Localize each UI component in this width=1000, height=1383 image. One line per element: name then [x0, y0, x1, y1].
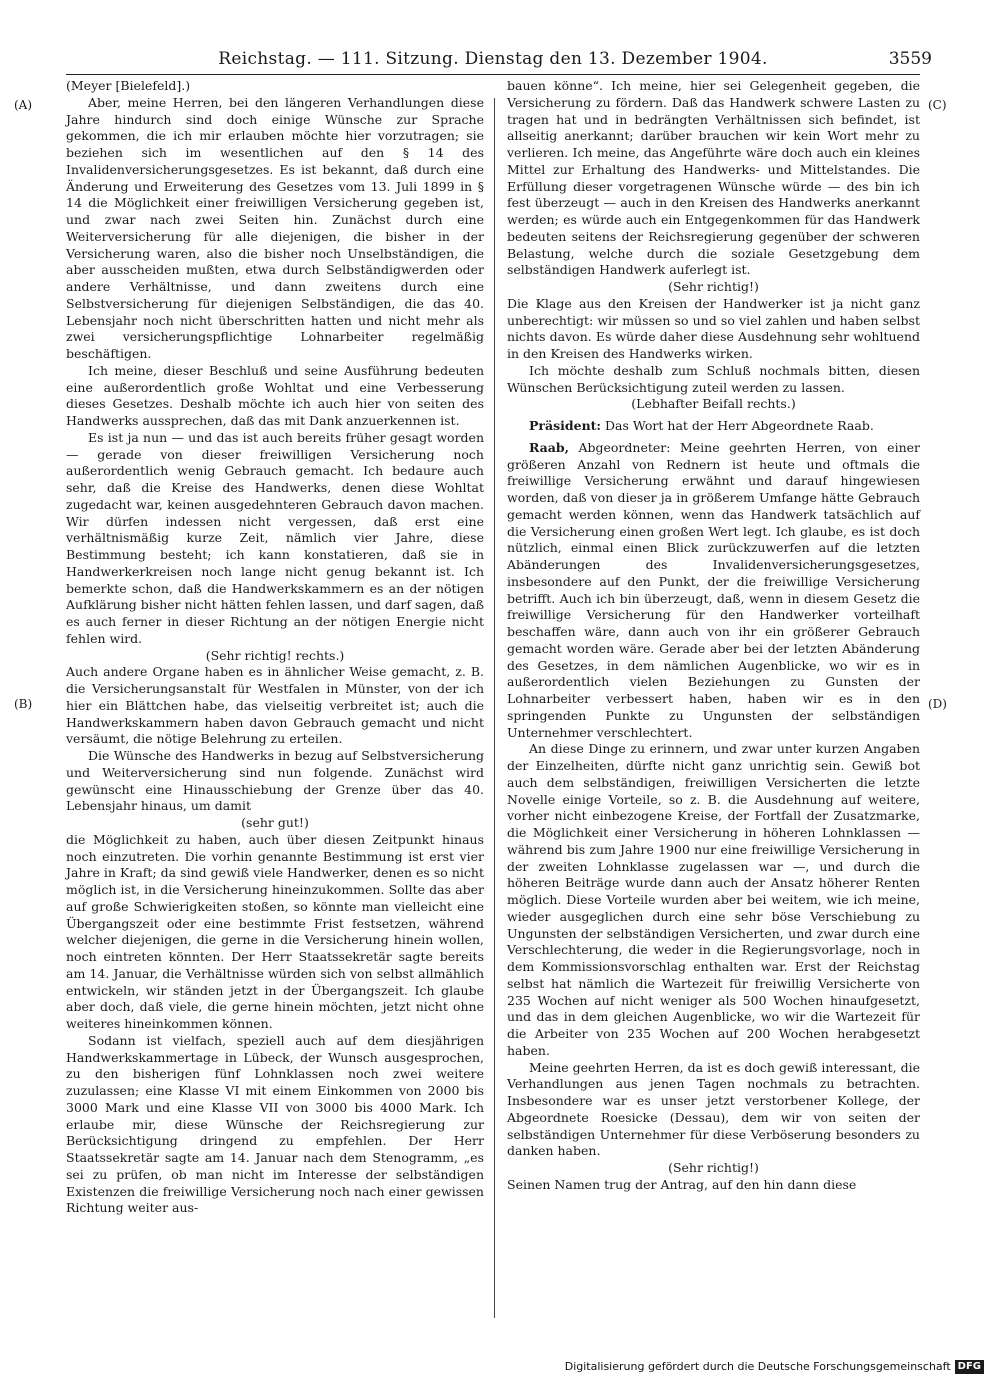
paragraph: Aber, meine Herren, bei den längeren Verhandlungen diese Jahre hindurch sind doch einige Wünsche zur Sprache gekommen, die ich mir erlauben möchte hier vorzutragen; sie beziehen sich im wesentlichen auf den § 14 des Invalidenversicherungsgesetzes. Es ist bekannt, daß durch eine Änderung und Erweiterung des Gesetzes vom 13. Juli 1899 in § 14 die Möglichkeit einer freiwilligen Versicherung gegeben ist, und zwar nach zwei Seiten hin. Zunächst durch eine Weiterversicherung für alle diejenigen, die bisher in der Versicherung waren, also die bisher noch Unselbständigen, die aber ausscheiden mußten, etwa durch Selbständigwerden oder andere Verhältnisse, und dann zweitens durch eine Selbstversicherung für diejenigen Selbständigen, die das 40. Lebensjahr noch nicht überschritten hatten und nicht mehr als zwei versicherungspflichtige Lohnarbeiter regelmäßig beschäftigen. — [66, 94, 484, 361]
interjection: (Sehr richtig! rechts.) — [205, 647, 345, 663]
raab-text: Abgeordneter: Meine geehrten Herren, von einer größeren Anzahl von Rednern ist heute und oftmals die freiwillige Versicherung erwähnt und darauf hingewiesen worden, daß von dieser ja in größerem Umfange hätte Gebrauch gemacht werden können, wenn das Handwerk tatsächlich auf die Versicherung einen großen Wert legt. Ich glaube, es ist doch nützlich, einmal einen Blick zurückzuwerfen auf die letzten Abänderungen des Invalidenversicherungsgesetzes, insbesondere auf den Punkt, der die freiwillige Versicherung betrifft. Auch ich bin überzeugt, daß, wenn in diesem Gesetz die freiwillige Versicherung für den Handwerker vorteilhaft beschaffen wäre, dann auch von ihr ein größerer Gebrauch gemacht worden wäre. Gerade aber bei der letzten Abänderung des Gesetzes, in dem nämlichen Augenblicke, wo wir es in außerordentlich vielen Beziehungen zu Gunsten der Lohnarbeiter verbessert haben, haben wir es in den springenden Punkte zu Ungunsten der selbständigen Unternehmer verschlechtert. — [507, 439, 920, 740]
page-number: 3559 — [888, 49, 932, 69]
paragraph: Ich meine, dieser Beschluß und seine Ausführung bedeuten eine außerordentlich große Wohltat und eine Verbesserung dieses Gesetzes. Deshalb möchte ich auch hier von seiten des Handwerks aussprechen, daß das mit Dank anzuerkennen ist. — [66, 362, 484, 428]
paragraph: Auch andere Organe haben es in ähnlicher Weise gemacht, z. B. die Versicherungsanstalt für Westfalen in Münster, von der ich hier ein Blättchen habe, das vielseitig verbreitet ist; auch die Handwerkskammern haben davon Gebrauch gemacht und nicht versäumt, die nötige Belehrung zu erteilen. — [66, 664, 484, 747]
interjection: (Sehr richtig!) — [668, 279, 759, 294]
paragraph: die Möglichkeit zu haben, auch über diesen Zeitpunkt hinaus noch einzutreten. Die vorhin genannte Bestimmung ist erst vier Jahre in Kraft; da sind gewiß viele Handwerker, denen es so nicht möglich ist, in die Versicherung hineinzukommen. Sollte das aber auf große Schwierigkeiten stoßen, so könnte man vielleicht eine Übergangszeit oder eine bestimmte Frist festsetzen, während welcher diejenigen, die gerne in die Versicherung hinein wollen, noch eintreten könnten. Der Herr Staatssekretär sagte bereits am 14. Januar, die Verhältnisse würden sich von selbst allmählich entwickeln, wir ständen jetzt in der Übergangszeit. Ich glaube aber doch, daß viele, die gerne hinein möchten, jetzt nicht ohne weiteres hineinkommen können. — [66, 831, 484, 1031]
raab-statement — [507, 440, 920, 742]
header-title: Reichstag. — 111. Sitzung. Dienstag den 13. Dezember 1904. — [218, 49, 768, 69]
margin-marker-a: (A) — [14, 98, 33, 112]
interjection: (sehr gut!) — [241, 815, 309, 830]
footer — [565, 1360, 984, 1374]
margin-marker-d: (D) — [928, 697, 947, 711]
paragraph: Es ist ja nun — und das ist auch bereits früher gesagt worden — gerade von dieser freiwilligen Versicherung noch außerordentlich wenig Gebrauch gemacht. Ich bedaure auch sehr, daß die Kreise des Handwerks, denen diese Wohltat zugedacht war, keinen ausgedehnteren Gebrauch davon machen. Wir dürfen indessen nicht vergessen, daß erst eine verhältnismäßig kurze Zeit, nämlich vier Jahre, diese Bestimmung besteht; ich kann konstatieren, daß sie in Handwerkerkreisen noch lange nicht genug bekannt ist. Ich bemerkte schon, daß die Handwerkskammern es an der nötigen Aufklärung bisher nicht hätten fehlen lassen, und darf sagen, daß es auch ferner in dieser Richtung an der nötigen Energie nicht fehlen wird. — [66, 429, 484, 646]
paragraph: An diese Dinge zu erinnern, und zwar unter kurzen Angaben der Einzelheiten, dürfte nicht ganz unrichtig sein. Gewiß bot auch dem selbständigen, freiwilligen Versicherten die letzte Novelle einige Vorteile, so z. B. die Ausdehnung auf weitere, vorher nicht einbezogene Kreise, der Fortfall der Zusatzmarke, die Möglichkeit einer Versicherung in höheren Lohnklassen — während bis zum Jahre 1900 nur eine freiwillige Versicherung in der zweiten Lohnklasse zugelassen war —, und durch die höheren Beiträge wurde dann auch der Ansatz höherer Renten möglich. Diese Vorteile wurden aber bei weitem, wie ich meine, wieder ausgeglichen durch eine sehr böse Verschiebung zu Ungunsten der selbständigen Versicherten, und zwar durch eine Verschlechterung, die weder in die Regierungsvorlage, noch in dem Kommissionsvorschlag enthalten war. Erst der Reichstag selbst hat nämlich die Wartezeit für freiwillig Versicherte von 235 Wochen auf nicht weniger als 500 Wochen hinaufgesetzt, und das in dem gleichen Augenblicke, wo wir die Wartezeit für die Arbeiter von 235 Wochen auf 200 Wochen herabgesetzt haben. — [507, 741, 920, 1058]
column-divider — [494, 98, 495, 1318]
paragraph: Ich möchte deshalb zum Schluß nochmals bitten, diesen Wünschen Berücksichtigung zuteil werden zu lassen. — [507, 362, 920, 395]
president-text: Das Wort hat der Herr Abgeordnete Raab. — [605, 418, 874, 433]
dfg-logo: DFG — [955, 1360, 984, 1374]
right-column — [507, 78, 920, 1194]
paragraph: Die Klage aus den Kreisen der Handwerker ist ja nicht ganz unberechtigt: wir müssen so und so viel zahlen und haben selbst nichts davon. Es würde daher diese Ausdehnung sehr wohltuend in den Kreisen des Handwerks wirken. — [507, 295, 920, 361]
header-rule — [66, 74, 920, 75]
margin-marker-c: (C) — [928, 98, 947, 112]
paragraph: Meine geehrten Herren, da ist es doch gewiß interessant, die Verhandlungen aus jenen Tagen nochmals zu betrachten. Insbesondere war es unser jetzt verstorbener Kollege, der Abgeordnete Roesicke (Dessau), dem wir von seiten der selbständigen Unternehmer für diese Verböserung besonders zu danken haben. — [507, 1059, 920, 1159]
speaker-note: (Meyer [Bielefeld].) — [66, 78, 191, 93]
interjection: (Sehr richtig!) — [668, 1160, 759, 1175]
paragraph: bauen könne“. Ich meine, hier sei Gelegenheit gegeben, die Versicherung zu fördern. Daß das Handwerk schwere Lasten zu tragen hat und in bedrängten Verhältnissen sich befindet, ist allseitig anerkannt; darüber brauchen wir kein Wort mehr zu verlieren. Ich meine, das Angeführte wäre doch auch ein kleines Mittel zur Erhaltung des Handwerks- und Mittelstandes. Die Erfüllung dieser vorgetragenen Wünsche würde — des bin ich fest überzeugt — auch in den Kreisen des Handwerks anerkannt werden; es würde auch ein Entgegenkommen für das Handwerk bedeuten seitens der Reichsregierung gegenüber der schweren Belastung, welche durch die soziale Gesetzgebung dem selbständigen Handwerk auferlegt ist. — [507, 78, 920, 278]
speaker-raab: Raab, — [529, 439, 569, 455]
footer-text: Digitalisierung gefördert durch die Deutsche Forschungsgemeinschaft — [564, 1360, 951, 1373]
president-statement — [507, 418, 920, 435]
speaker-president: Präsident: — [529, 418, 602, 433]
left-column — [66, 78, 484, 1217]
page-header — [66, 47, 932, 71]
margin-marker-b: (B) — [14, 697, 33, 711]
interjection: (Lebhafter Beifall rechts.) — [631, 396, 796, 412]
paragraph: Seinen Namen trug der Antrag, auf den hin dann diese — [507, 1176, 857, 1192]
paragraph: Sodann ist vielfach, speziell auch auf dem diesjährigen Handwerkskammertage in Lübeck, der Wunsch ausgesprochen, zu den bisherigen fünf Lohnklassen noch zwei weitere zuzulassen; eine Klasse VI mit einem Einkommen von 2000 bis 3000 Mark und eine Klasse VII von 3000 bis 4000 Mark. Ich erlaube mir, diese Wünsche der Reichsregierung zur Berücksichtigung dringend zu empfehlen. Der Herr Staatssekretär sagte am 14. Januar nach dem Stenogramm, „es sei zu prüfen, ob man nicht im Interesse der selbständigen Existenzen die freiwillige Versicherung noch nach einer gewissen Richtung weiter aus- — [66, 1032, 484, 1216]
paragraph: Die Wünsche des Handwerks in bezug auf Selbstversicherung und Weiterversicherung sind nun folgende. Zunächst wird gewünscht eine Hinausschiebung der Grenze über das 40. Lebensjahr hinaus, um damit — [66, 748, 484, 814]
